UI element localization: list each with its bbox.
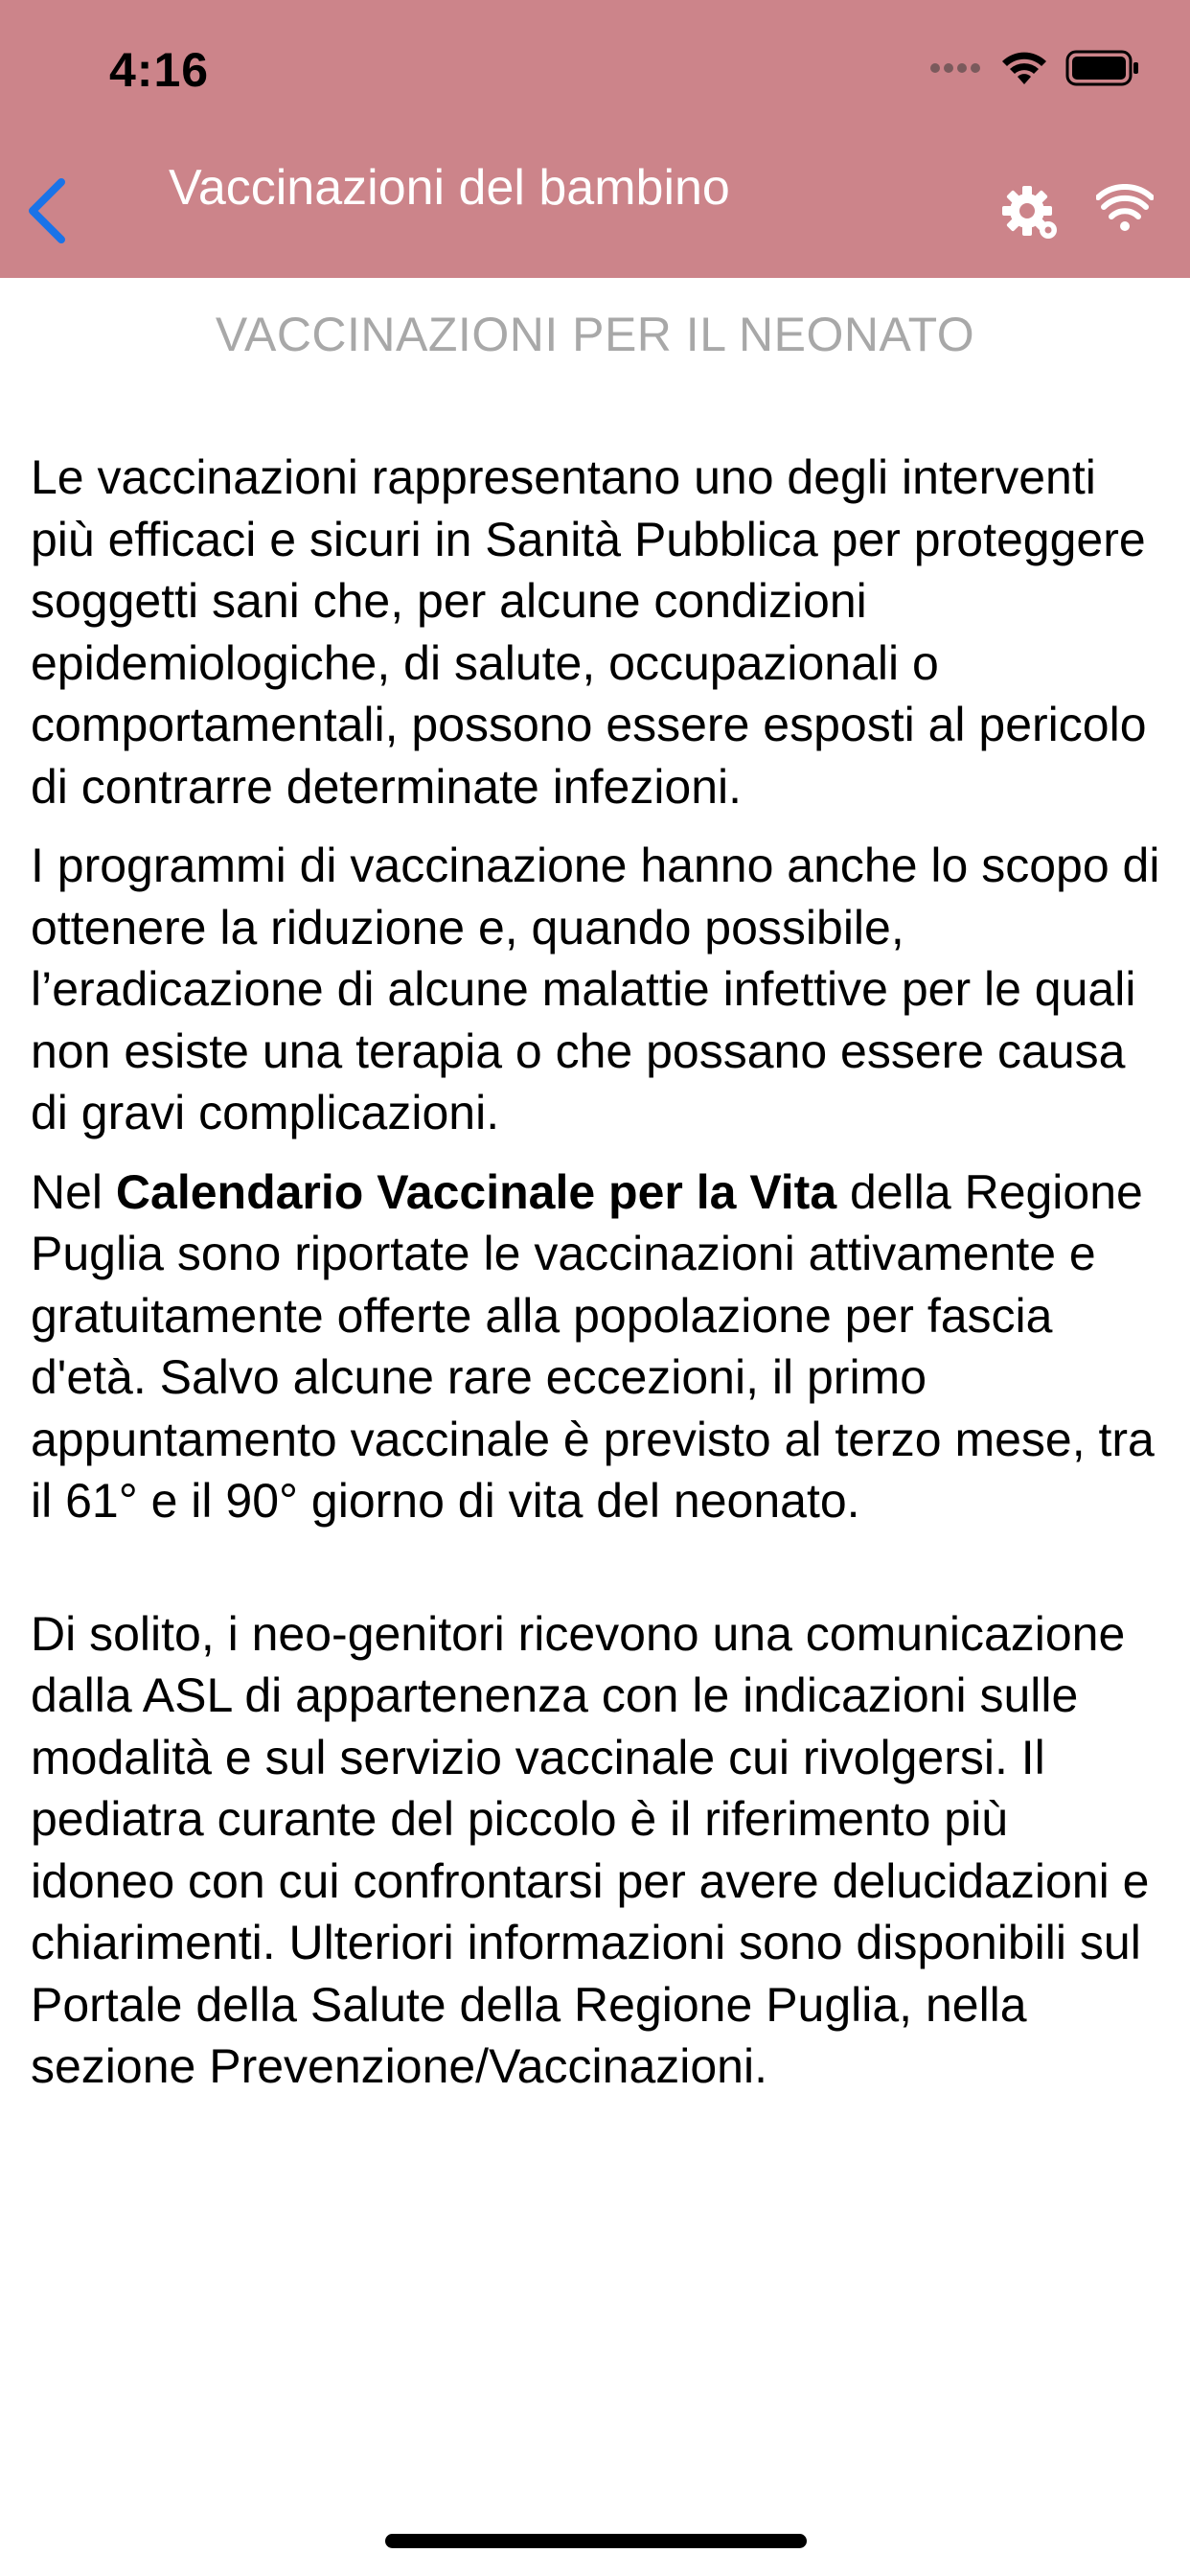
paragraph-calendar-prefix: Nel (31, 1164, 116, 1219)
paragraph-calendar (31, 1162, 1161, 1532)
calendar-name: Calendario Vaccinale per la Vita (115, 1164, 837, 1219)
page-title: Vaccinazioni del bambino (169, 160, 730, 216)
battery-icon (1065, 50, 1140, 86)
signal-icon (929, 60, 983, 76)
article-body (31, 447, 1161, 2115)
paragraph-calendar-suffix: della Regione Puglia sono riportate le vaccinazioni attivamente e gratuitamente offerte alla popolazione per fascia d'età. Salvo alcune rare eccezioni, il primo appuntamento vaccinale è previsto al terzo mese, tra il 61° e il 90° giorno di vita del neonato. (31, 1164, 1155, 1528)
paragraph-intro: Le vaccinazioni rappresentano uno degli interventi più efficaci e sicuri in Sanità Pubblica per proteggere soggetti sani che, per alcune condizioni epidemiologiche, di salute, occupazionali o comportamentali, possono essere esposti al pericolo di contrarre determinate infezioni. (31, 450, 1147, 814)
settings-button[interactable] (998, 182, 1062, 245)
status-wifi-icon (1000, 50, 1048, 86)
connectivity-button[interactable] (1096, 184, 1154, 234)
section-title: VACCINAZIONI PER IL NEONATO (215, 308, 975, 361)
status-time: 4:16 (109, 43, 210, 97)
paragraph-programs: I programmi di vaccinazione hanno anche lo scopo di ottenere la riduzione e, quando possibile, l’eradicazione di alcune malattie infettive per le quali non esiste una terapia o che possano essere causa di gravi complicazioni. (31, 839, 1160, 1139)
paragraph-parents: Di solito, i neo-genitori ricevono una comunicazione dalla ASL di appartenenza con le indicazioni sulle modalità e sul servizio vaccinale cui rivolgersi. Il pediatra curante del piccolo è il riferimento più idoneo con cui confrontarsi per avere delucidazioni e chiarimenti. Ulteriori informazioni sono disponibili sul Portale della Salute della Regione Puglia, nella sezione Prevenzione/Vaccinazioni. (31, 1606, 1150, 2093)
back-button[interactable] (21, 172, 79, 249)
home-indicator[interactable] (385, 2534, 807, 2548)
header-bar (0, 0, 1190, 278)
status-icons (929, 50, 1140, 86)
